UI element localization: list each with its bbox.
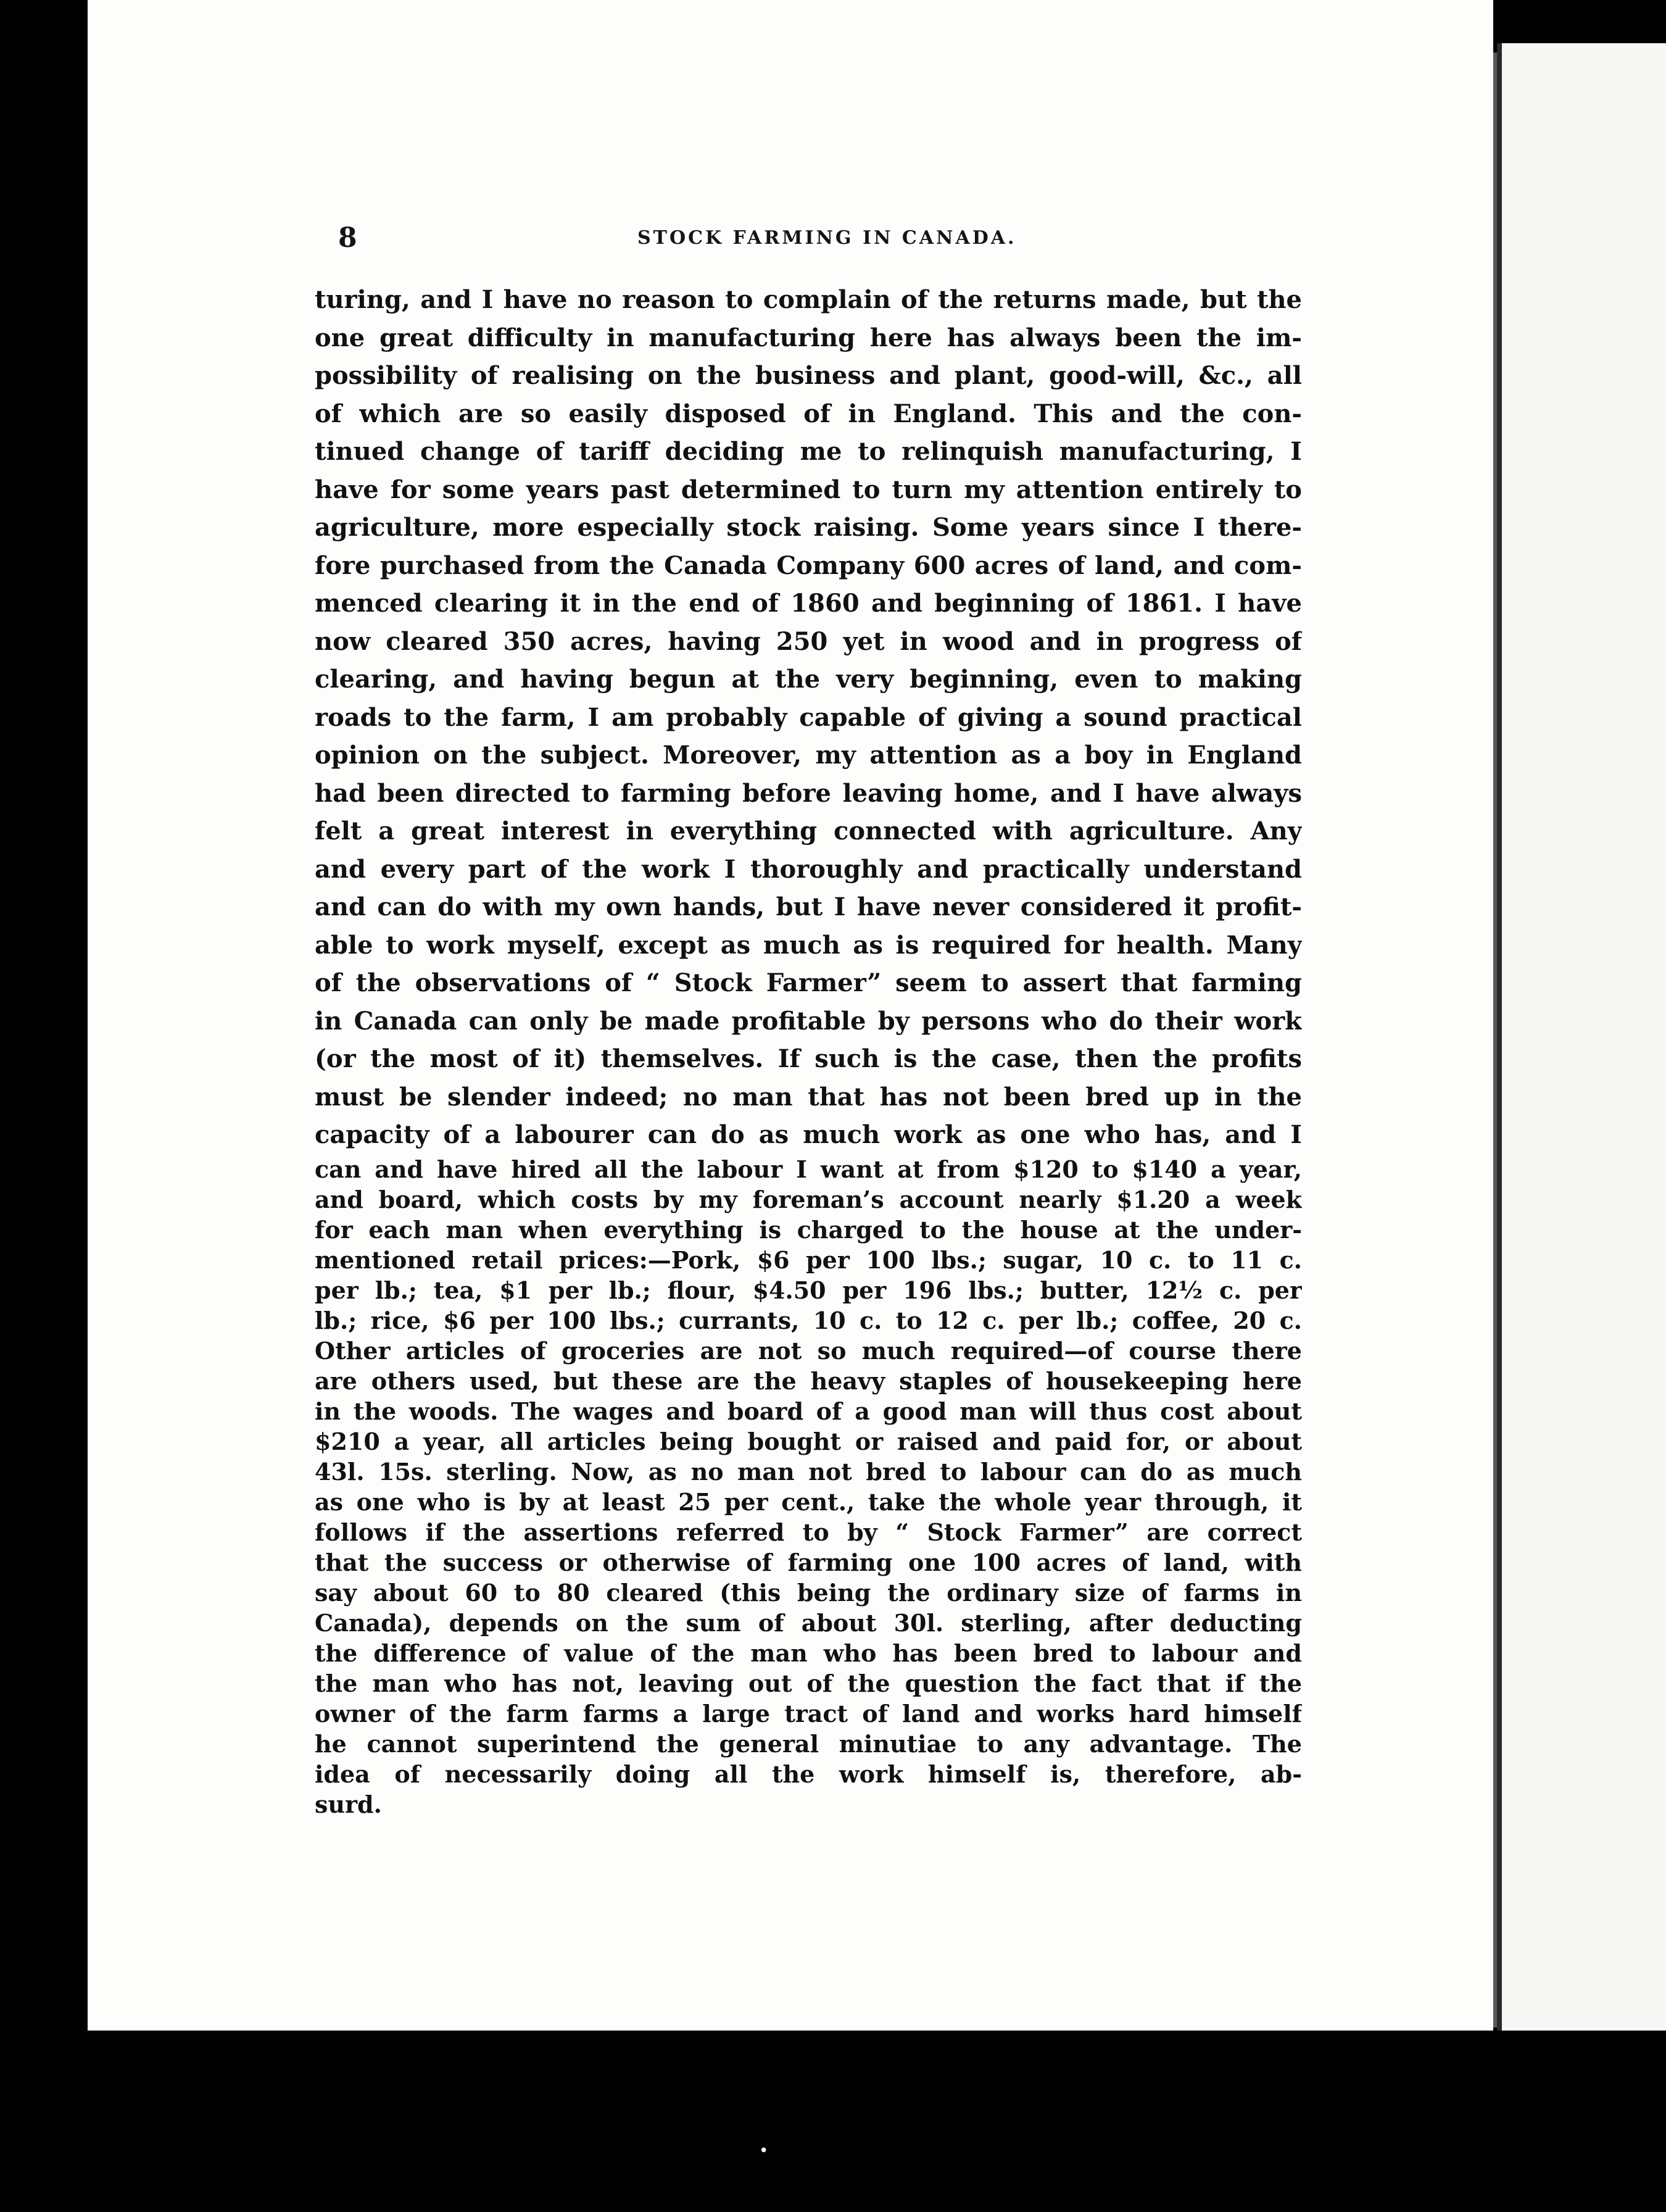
text-line: and can do with my own hands, but I have never considered it profit- bbox=[315, 892, 1302, 921]
text-line: as one who is by at least 25 per cent., take the whole year through, it bbox=[315, 1487, 1302, 1516]
text-line: owner of the farm farms a large tract of land and works hard himself bbox=[315, 1699, 1302, 1728]
text-line: $210 a year, all articles being bought or raised and paid for, or about bbox=[315, 1427, 1302, 1455]
text-line: and every part of the work I thoroughly and practically understand bbox=[315, 854, 1302, 884]
text-line: can and have hired all the labour I want at from $120 to $140 a year, bbox=[315, 1155, 1302, 1183]
text-line: in Canada can only be made profitable by persons who do their work bbox=[315, 1006, 1302, 1036]
text-line: had been directed to farming before leaving home, and I have always bbox=[315, 778, 1302, 808]
text-line: in the woods. The wages and board of a good man will thus cost about bbox=[315, 1397, 1302, 1425]
text-line: opinion on the subject. Moreover, my attention as a boy in England bbox=[315, 741, 1302, 770]
text-line: fore purchased from the Canada Company 600 acres of land, and com- bbox=[315, 551, 1302, 580]
text-line: 43l. 15s. sterling. Now, as no man not bred to labour can do as much bbox=[315, 1457, 1302, 1486]
text-line: are others used, but these are the heavy staples of housekeeping here bbox=[315, 1366, 1302, 1395]
text-line: roads to the farm, I am probably capable of giving a sound practical bbox=[315, 702, 1302, 732]
text-line: surd. bbox=[315, 1790, 382, 1818]
page-number: 8 bbox=[338, 222, 357, 254]
text-line: one great difficulty in manufacturing here has always been the im- bbox=[315, 323, 1302, 352]
text-line: for each man when everything is charged to the house at the under- bbox=[315, 1215, 1302, 1244]
text-line: idea of necessarily doing all the work himself is, therefore, ab- bbox=[315, 1760, 1302, 1788]
text-line: turing, and I have no reason to complain of the returns made, but the bbox=[315, 285, 1302, 314]
text-line: clearing, and having begun at the very beginning, even to making bbox=[315, 665, 1302, 694]
text-line: (or the most of it) themselves. If such is the case, then the profits bbox=[315, 1044, 1302, 1073]
text-line: per lb.; tea, $1 per lb.; flour, $4.50 per 196 lbs.; butter, 12½ c. per bbox=[315, 1276, 1302, 1304]
text-line: able to work myself, except as much as is required for health. Many bbox=[315, 930, 1302, 960]
text-line: follows if the assertions referred to by “ Stock Farmer” are correct bbox=[315, 1518, 1302, 1546]
text-line: say about 60 to 80 cleared (this being the ordinary size of farms in bbox=[315, 1578, 1302, 1607]
text-line: now cleared 350 acres, having 250 yet in wood and in progress of bbox=[315, 626, 1302, 656]
text-line: must be slender indeed; no man that has not been bred up in the bbox=[315, 1082, 1302, 1112]
text-line: Other articles of groceries are not so much required—of course there bbox=[315, 1336, 1302, 1365]
text-line: have for some years past determined to turn my attention entirely to bbox=[315, 475, 1302, 504]
text-line: that the success or otherwise of farming one 100 acres of land, with bbox=[315, 1548, 1302, 1576]
text-line: the man who has not, leaving out of the question the fact that if the bbox=[315, 1669, 1302, 1697]
text-line: the difference of value of the man who has been bred to labour and bbox=[315, 1639, 1302, 1667]
text-line: capacity of a labourer can do as much work as one who has, and I bbox=[315, 1120, 1302, 1149]
adjacent-page-strip bbox=[1497, 43, 1666, 2031]
text-line: mentioned retail prices:—Pork, $6 per 100 lbs.; sugar, 10 c. to 11 c. bbox=[315, 1245, 1302, 1274]
text-line: he cannot superintend the general minutiae to any advantage. The bbox=[315, 1729, 1302, 1758]
text-line: of which are so easily disposed of in England. This and the con- bbox=[315, 399, 1302, 428]
text-line: felt a great interest in everything connected with agriculture. Any bbox=[315, 817, 1302, 846]
text-line: agriculture, more especially stock raising. Some years since I there- bbox=[315, 513, 1302, 542]
running-title: STOCK FARMING IN CANADA. bbox=[637, 227, 1017, 249]
text-line: tinued change of tariff deciding me to relinquish manufacturing, I bbox=[315, 437, 1302, 466]
adjacent-page-edge bbox=[1497, 43, 1502, 2031]
text-line: Canada), depends on the sum of about 30l. sterling, after deducting bbox=[315, 1608, 1302, 1637]
body-text bbox=[315, 281, 1302, 1819]
scan-artifact-mark: • bbox=[759, 2142, 769, 2160]
text-line: menced clearing it in the end of 1860 and beginning of 1861. I have bbox=[315, 589, 1302, 618]
text-line: possibility of realising on the business and plant, good-will, &c., all bbox=[315, 361, 1302, 390]
page-header bbox=[338, 222, 1283, 259]
text-line: lb.; rice, $6 per 100 lbs.; currants, 10 c. to 12 c. per lb.; coffee, 20 c. bbox=[315, 1306, 1302, 1334]
text-line: and board, which costs by my foreman’s account nearly $1.20 a week bbox=[315, 1185, 1302, 1213]
text-line: of the observations of “ Stock Farmer” seem to assert that farming bbox=[315, 968, 1302, 997]
